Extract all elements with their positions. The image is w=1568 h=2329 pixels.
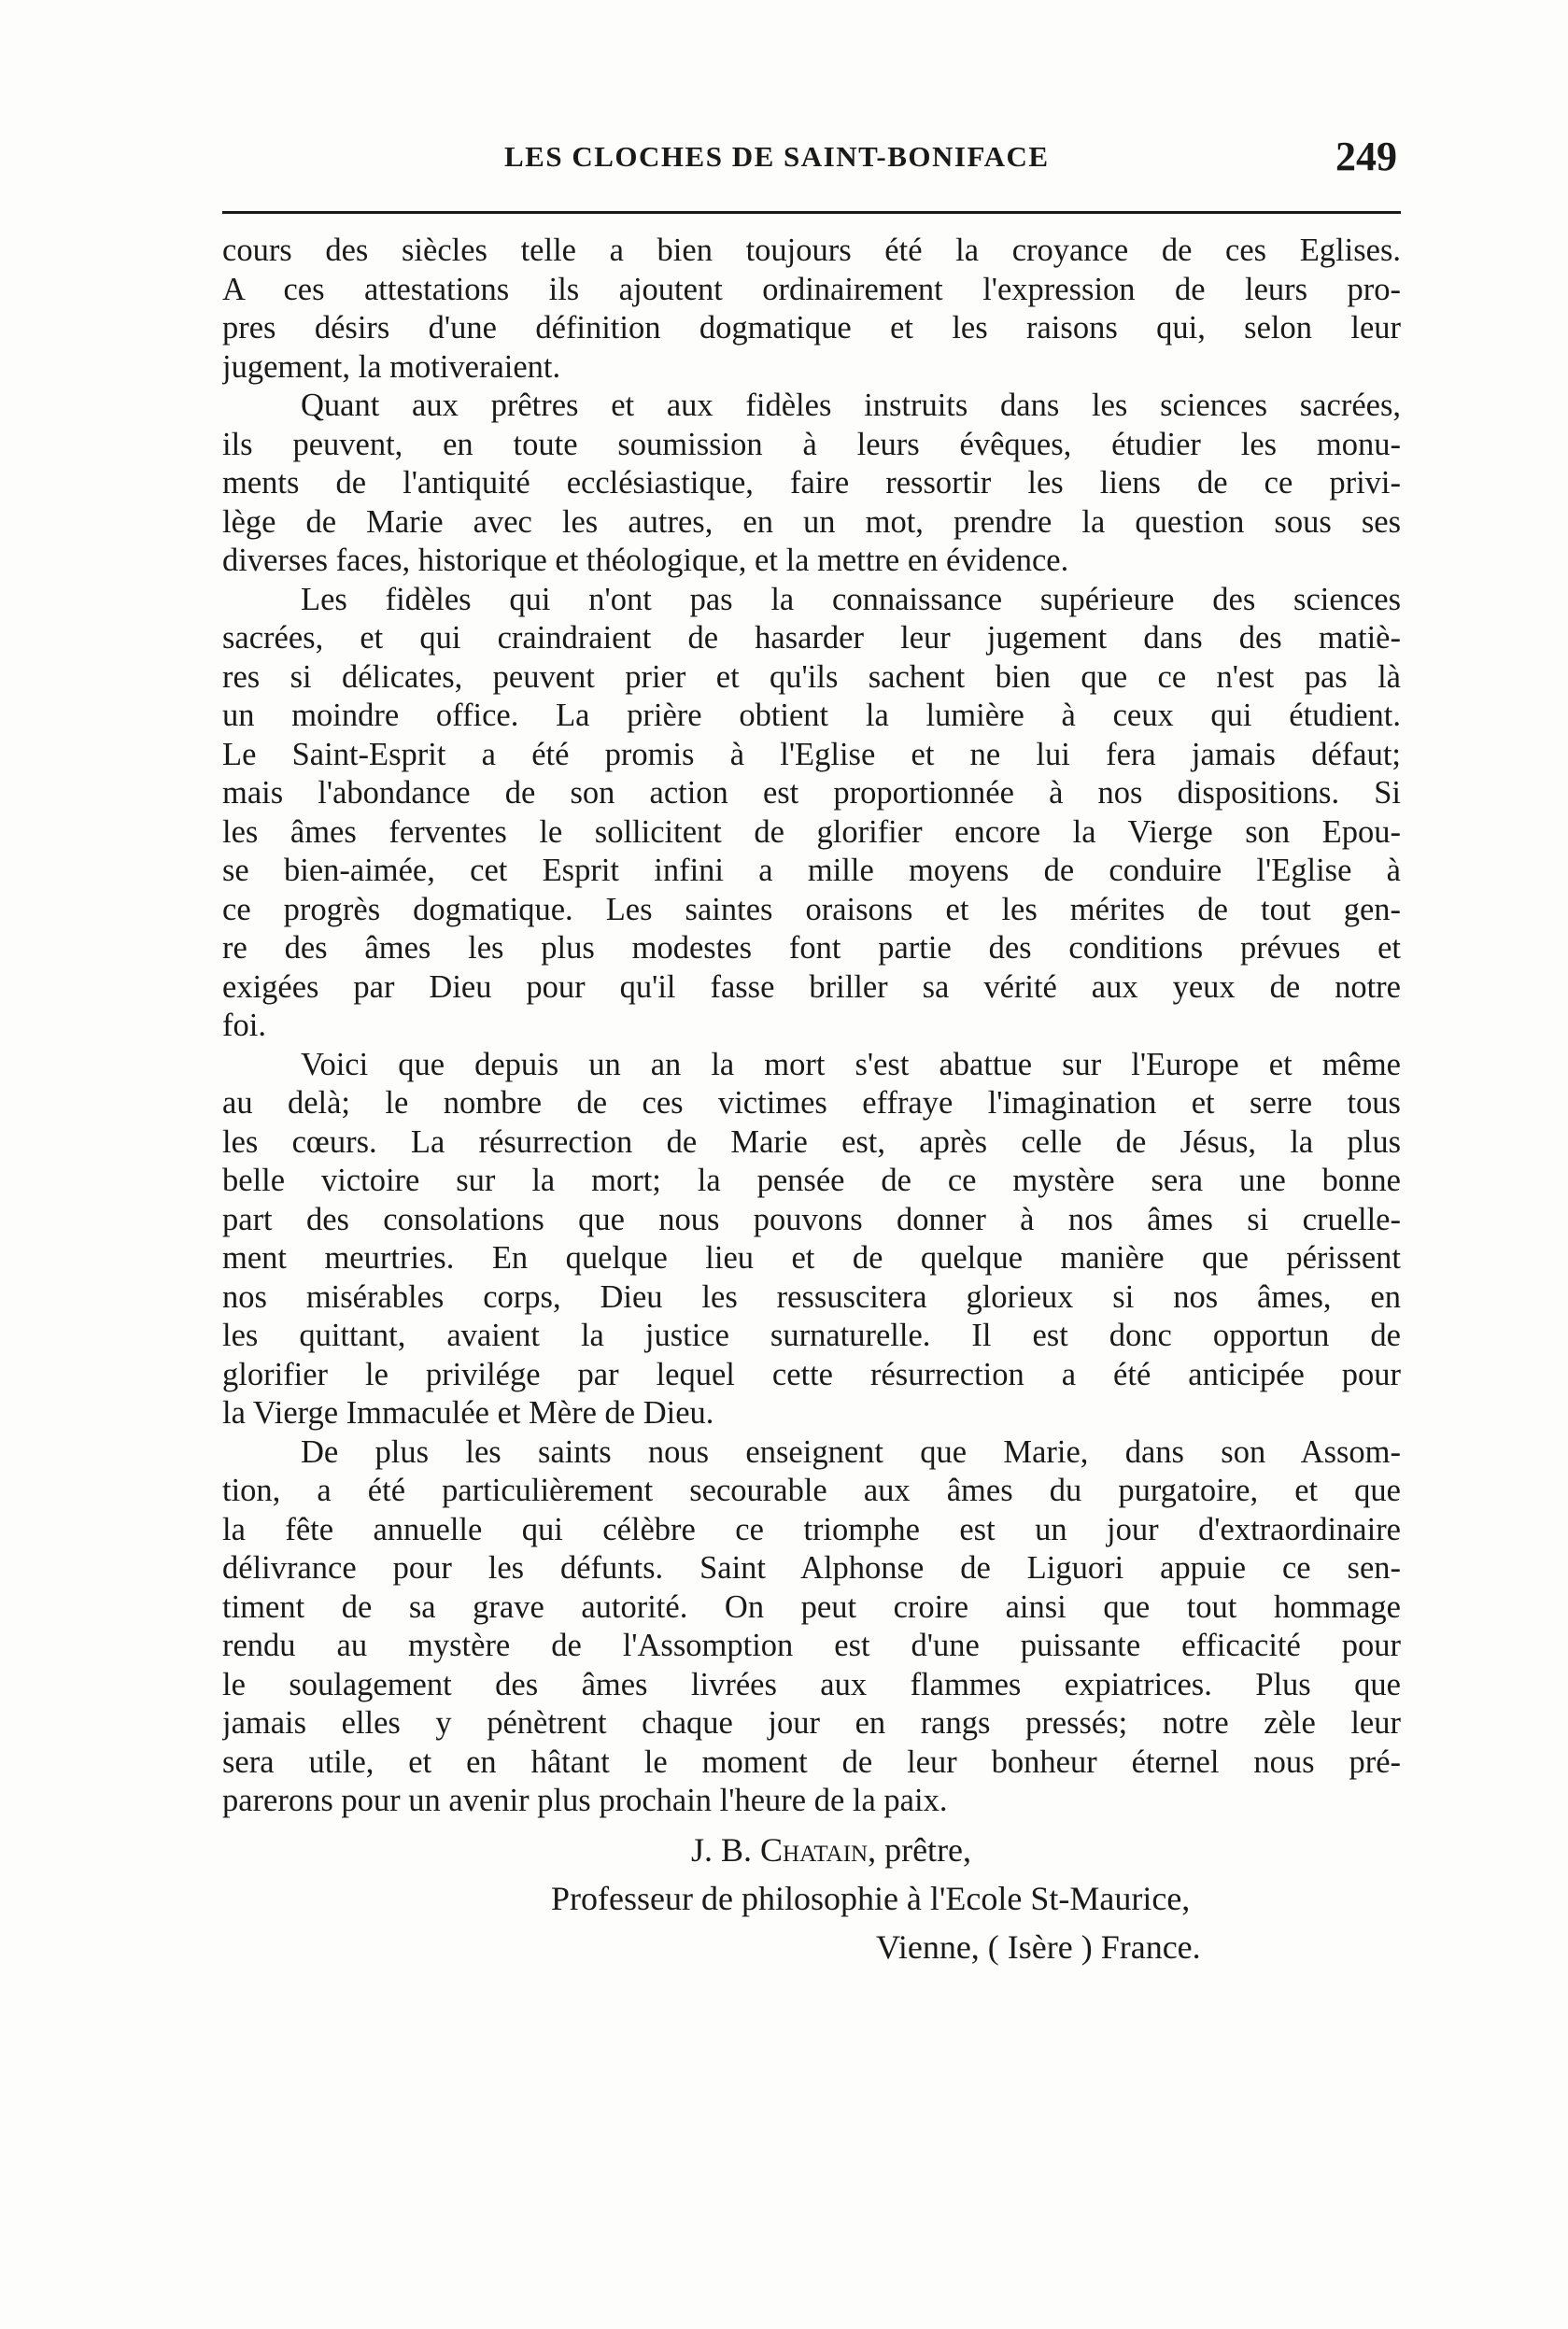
author-role: Professeur de philosophie à l'Ecole St-Maurice,	[551, 1880, 1191, 1917]
author-initials: J. B.	[691, 1831, 753, 1869]
text-line: parerons pour un avenir plus prochain l'heure de la paix.	[222, 1783, 948, 1818]
text-line: le soulagement des âmes livrées aux flammes expiatrices. Plus que	[222, 1666, 1401, 1702]
text-line: cours des siècles telle a bien toujours été la croyance de ces Eglises.	[222, 233, 1401, 268]
paragraph-start-line: Voici que depuis un an la mort s'est abattue sur l'Europe et même	[301, 1046, 1401, 1082]
text-line: ils peuvent, en toute soumission à leurs évêques, étudier les monu-	[222, 426, 1401, 462]
page-number: 249	[1335, 134, 1397, 179]
text-line: Le Saint-Esprit a été promis à l'Eglise et ne lui fera jamais défaut;	[222, 736, 1401, 772]
text-line: la fête annuelle qui célèbre ce triomphe est un jour d'extraordinaire	[222, 1511, 1401, 1547]
text-line: foi.	[222, 1008, 266, 1043]
text-line: res si délicates, peuvent prier et qu'ils sachent bien que ce n'est pas là	[222, 658, 1401, 695]
text-line: les cœurs. La résurrection de Marie est, après celle de Jésus, la plus	[222, 1123, 1401, 1160]
text-line: ments de l'antiquité ecclésiastique, faire ressortir les liens de ce privi-	[222, 465, 1401, 501]
text-line: délivrance pour les défunts. Saint Alphonse de Liguori appuie ce sen-	[222, 1550, 1401, 1586]
running-title: LES CLOCHES DE SAINT-BONIFACE	[504, 140, 1050, 173]
text-line: A ces attestations ils ajoutent ordinairement l'expression de leurs pro-	[222, 271, 1401, 307]
body-text	[222, 232, 1401, 1821]
text-line: au delà; le nombre de ces victimes effraye l'imagination et serre tous	[222, 1085, 1401, 1121]
text-line: pres désirs d'une définition dogmatique et les raisons qui, selon leur	[222, 310, 1401, 346]
author-title: , prêtre,	[868, 1831, 972, 1869]
text-line: jamais elles y pénètrent chaque jour en rangs pressés; notre zèle leur	[222, 1705, 1401, 1741]
author-surname: Chatain	[760, 1831, 869, 1869]
text-line: nos misérables corps, Dieu les ressuscitera glorieux si nos âmes, en	[222, 1278, 1401, 1315]
text-line: jugement, la motiveraient.	[222, 348, 561, 385]
text-line: exigées par Dieu pour qu'il fasse briller sa vérité aux yeux de notre	[222, 968, 1401, 1005]
text-line: les quittant, avaient la justice surnaturelle. Il est donc opportun de	[222, 1318, 1401, 1353]
text-line: part des consolations que nous pouvons donner à nos âmes si cruelle-	[222, 1201, 1401, 1237]
text-line: ment meurtries. En quelque lieu et de quelque manière que périssent	[222, 1240, 1401, 1276]
text-line: re des âmes les plus modestes font partie des conditions prévues et	[222, 930, 1401, 966]
text-line: diverses faces, historique et théologique, et la mettre en évidence.	[222, 543, 1069, 578]
text-line: sera utile, et en hâtant le moment de leur bonheur éternel nous pré-	[222, 1743, 1401, 1780]
text-line: la Vierge Immaculée et Mère de Dieu.	[222, 1395, 714, 1431]
paragraph-start-line: De plus les saints nous enseignent que Marie, dans son Assom-	[301, 1433, 1401, 1470]
text-line: se bien-aimée, cet Esprit infini a mille moyens de conduire l'Eglise à	[222, 853, 1401, 888]
paragraph-start-line: Quant aux prêtres et aux fidèles instruits dans les sciences sacrées,	[301, 388, 1401, 423]
author-place: Vienne, ( Isère ) France.	[876, 1928, 1201, 1966]
text-line: lège de Marie avec les autres, en un mot, prendre la question sous ses	[222, 503, 1401, 540]
text-line: sacrées, et qui craindraient de hasarder leur jugement dans des matiè-	[222, 620, 1401, 656]
text-line: tion, a été particulièrement secourable aux âmes du purgatoire, et que	[222, 1473, 1401, 1508]
text-line: rendu au mystère de l'Assomption est d'une puissante efficacité pour	[222, 1628, 1401, 1663]
text-line: mais l'abondance de son action est proportionnée à nos dispositions. Si	[222, 775, 1401, 811]
text-line: timent de sa grave autorité. On peut croire ainsi que tout hommage	[222, 1588, 1401, 1625]
text-line: ce progrès dogmatique. Les saintes oraisons et les mérites de tout gen-	[222, 891, 1401, 927]
paragraph-start-line: Les fidèles qui n'ont pas la connaissance supérieure des sciences	[301, 581, 1401, 617]
author-name	[691, 1828, 971, 1871]
text-line: un moindre office. La prière obtient la lumière à ceux qui étudient.	[222, 698, 1401, 733]
text-line: belle victoire sur la mort; la pensée de ce mystère sera une bonne	[222, 1163, 1401, 1198]
header-rule	[222, 211, 1401, 214]
text-line: les âmes ferventes le sollicitent de glorifier encore la Vierge son Epou-	[222, 813, 1401, 850]
text-line: glorifier le privilége par lequel cette résurrection a été anticipée pour	[222, 1356, 1401, 1392]
